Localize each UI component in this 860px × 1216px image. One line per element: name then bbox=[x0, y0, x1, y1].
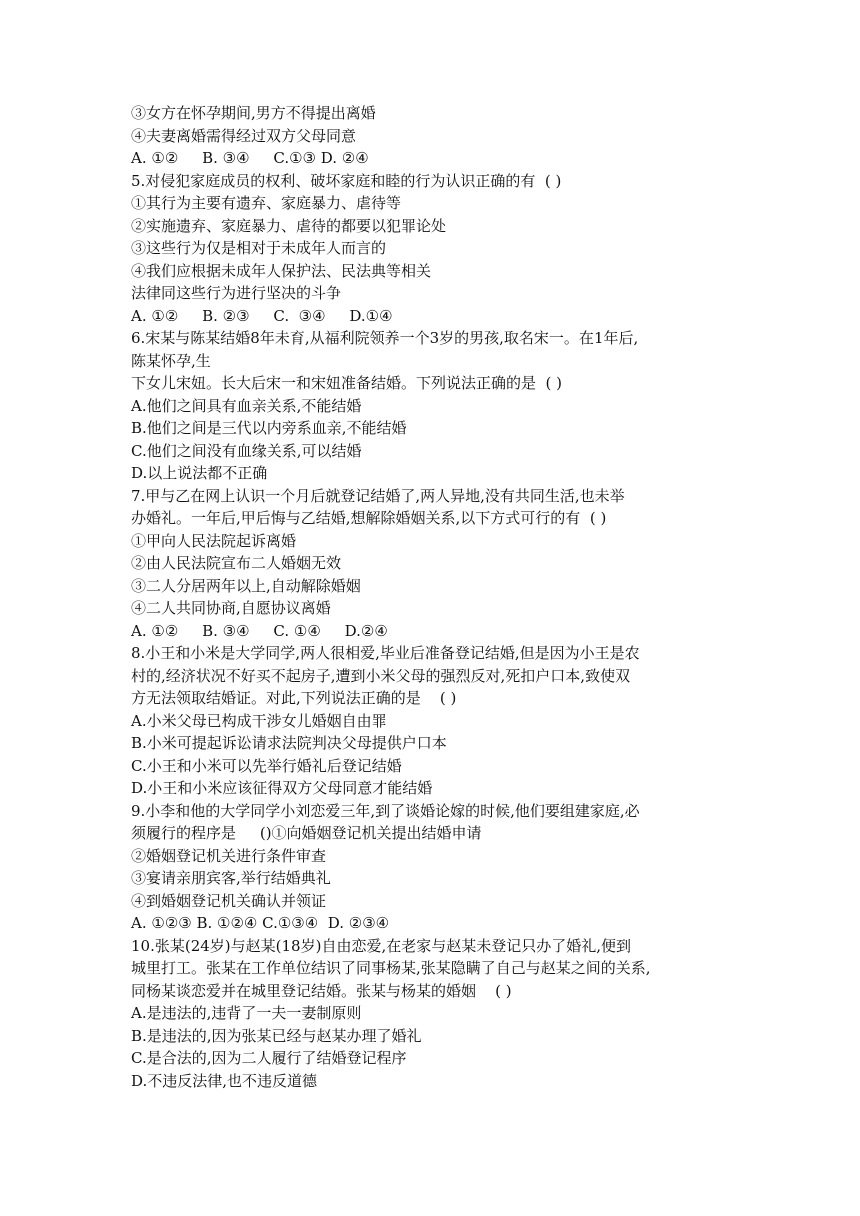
text-line: 下女儿宋妞。长大后宋一和宋妞准备结婚。下列说法正确的是 ( ) bbox=[131, 374, 563, 392]
text-line: 村的,经济状况不好买不起房子,遭到小米父母的强烈反对,死扣户口本,致使双 bbox=[131, 666, 631, 685]
text-line: ④我们应根据未成年人保护法、民法典等相关 bbox=[131, 261, 432, 280]
question-5-line: 5.对侵犯家庭成员的权利、破坏家庭和睦的行为认识正确的有 ( ) bbox=[131, 171, 562, 190]
text-line: 须履行的程序是 ()①向婚姻登记机关提出结婚申请 bbox=[131, 824, 482, 842]
option-d-line: D.小王和小米应该征得双方父母同意才能结婚 bbox=[131, 779, 433, 797]
document-page bbox=[131, 102, 731, 1092]
text-line: 办婚礼。一年后,甲后悔与乙结婚,想解除婚姻关系,以下方式可行的有 ( ) bbox=[131, 509, 607, 527]
text-line: 方无法领取结婚证。对此,下列说法正确的是 ( ) bbox=[131, 689, 457, 707]
option-c-line: C.是合法的,因为二人履行了结婚登记程序 bbox=[131, 1049, 407, 1067]
text-line: 城里打工。张某在工作单位结识了同事杨某,张某隐瞒了自己与赵某之间的关系, bbox=[131, 959, 651, 977]
text-line: 法律同这些行为进行坚决的斗争 bbox=[131, 284, 342, 302]
text-line: 陈某怀孕,生 bbox=[131, 351, 211, 370]
question-6-line: 6.宋某与陈某结婚8年未育,从福利院领养一个3岁的男孩,取名宋一。在1年后, bbox=[131, 329, 639, 347]
text-line: ③这些行为仅是相对于未成年人而言的 bbox=[131, 239, 387, 257]
options-line: A. ①② B. ②③ C. ③④ D.①④ bbox=[131, 306, 393, 325]
text-line: ④到婚姻登记机关确认并领证 bbox=[131, 891, 327, 910]
text-line: ②由人民法院宣布二人婚姻无效 bbox=[131, 554, 342, 572]
option-c-line: C.他们之间没有血缘关系,可以结婚 bbox=[131, 441, 362, 460]
option-c-line: C.小王和小米可以先举行婚礼后登记结婚 bbox=[131, 756, 402, 775]
text-line: ③女方在怀孕期间,男方不得提出离婚 bbox=[131, 104, 376, 122]
text-line: ②婚姻登记机关进行条件审查 bbox=[131, 846, 327, 865]
option-a-line: A.是违法的,违背了一夫一妻制原则 bbox=[131, 1004, 362, 1022]
text-line: ④二人共同协商,自愿协议离婚 bbox=[131, 599, 331, 617]
text-line: ①其行为主要有遗弃、家庭暴力、虐待等 bbox=[131, 194, 402, 212]
options-line: A. ①② B. ③④ C. ①④ D.②④ bbox=[131, 621, 388, 640]
option-a-line: A.小米父母已构成干涉女儿婚姻自由罪 bbox=[131, 711, 387, 730]
text-line: ④夫妻离婚需得经过双方父母同意 bbox=[131, 126, 357, 145]
text-line: ③二人分居两年以上,自动解除婚姻 bbox=[131, 576, 361, 595]
text-line: 同杨某谈恋爱并在城里登记结婚。张某与杨某的婚姻 ( ) bbox=[131, 981, 512, 1000]
question-7-line: 7.甲与乙在网上认识一个月后就登记结婚了,两人异地,没有共同生活,也未举 bbox=[131, 486, 625, 505]
option-b-line: B.是违法的,因为张某已经与赵某办理了婚礼 bbox=[131, 1026, 422, 1045]
options-line: A. ①② B. ③④ C.①③ D. ②④ bbox=[131, 149, 369, 167]
question-10-line: 10.张某(24岁)与赵某(18岁)自由恋爱,在老家与赵某未登记只办了婚礼,便到 bbox=[131, 936, 631, 955]
question-9-line: 9.小李和他的大学同学小刘恋爱三年,到了谈婚论嫁的时候,他们要组建家庭,必 bbox=[131, 801, 640, 820]
option-b-line: B.小米可提起诉讼请求法院判决父母提供户口本 bbox=[131, 734, 447, 752]
text-line: ③宴请亲朋宾客,举行结婚典礼 bbox=[131, 869, 331, 887]
question-8-line: 8.小王和小米是大学同学,两人很相爱,毕业后准备登记结婚,但是因为小王是农 bbox=[131, 644, 640, 662]
text-line: ②实施遗弃、家庭暴力、虐待的都要以犯罪论处 bbox=[131, 216, 447, 235]
text-line: ①甲向人民法院起诉离婚 bbox=[131, 531, 297, 550]
option-b-line: B.他们之间是三代以内旁系血亲,不能结婚 bbox=[131, 419, 407, 437]
option-a-line: A.他们之间具有血亲关系,不能结婚 bbox=[131, 396, 362, 415]
option-d-line: D.不违反法律,也不违反道德 bbox=[131, 1071, 318, 1090]
options-line: A. ①②③ B. ①②④ C.①③④ D. ②③④ bbox=[131, 914, 390, 932]
option-d-line: D.以上说法都不正确 bbox=[131, 464, 268, 482]
